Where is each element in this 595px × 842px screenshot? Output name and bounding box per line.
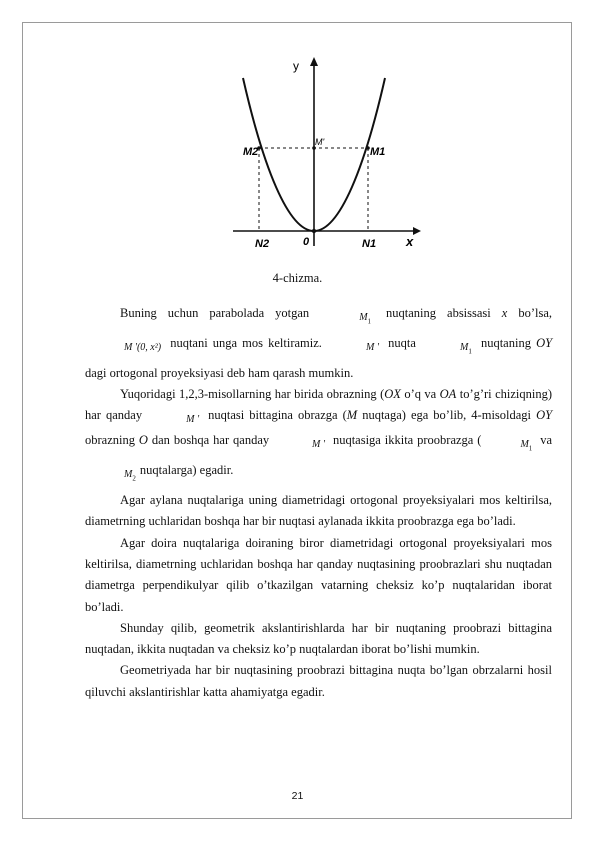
paragraph-2 xyxy=(85,384,552,490)
m1-label: M1 xyxy=(370,146,386,158)
m-prime-label: M' xyxy=(315,137,325,147)
m1-symbol-2: $M_1$ xyxy=(460,341,472,356)
var-oy-2: OY xyxy=(536,408,553,423)
n2-label: N2 xyxy=(255,238,270,250)
p1-text-5: nuqta xyxy=(388,335,416,350)
p1-text-7: dagi ortogonal proyeksiyasi deb ham qarash mumkin. xyxy=(85,365,354,380)
p1-text-3: bo’lsa, xyxy=(518,306,553,320)
p1-text-6: nuqtaning xyxy=(480,335,531,350)
var-m: M xyxy=(346,408,358,423)
m-prime-symbol-3: M ' xyxy=(312,439,326,451)
page-number: 21 xyxy=(291,790,304,802)
m-prime-symbol: M ' xyxy=(366,341,379,353)
m2-label: M2 xyxy=(243,146,259,158)
p2-text-4: nuqtasi bittagina obrazga ( xyxy=(208,408,347,423)
body-text xyxy=(85,303,552,703)
p2-text-6: obrazning xyxy=(85,433,135,448)
p1-text-1: Buning uchun parabolada yotgan xyxy=(120,306,310,320)
m1-symbol: $M_1$ xyxy=(359,312,372,326)
m-prime-symbol-2: M ' xyxy=(186,414,200,426)
n1-label: N1 xyxy=(362,238,377,250)
y-axis-label: y xyxy=(293,59,299,73)
p2-text-7: dan boshqa har qanday xyxy=(151,433,270,448)
paragraph-6: Geometriyada har bir nuqtasining proobrazi bittagina nuqta bo’lgan obrzalarni hosil qiluvchi akslantirishlar katta ahamiyatga egadir. xyxy=(85,663,552,699)
parabola-diagram xyxy=(223,56,423,251)
p2-text-2: o’q va xyxy=(404,386,437,401)
m2-symbol: $M_2$ xyxy=(124,469,136,483)
point-origin xyxy=(312,229,316,233)
p1-text-2: nuqtaning absissasi xyxy=(386,306,491,320)
p2-text-1: Yuqoridagi 1,2,3-misollarning har birida obrazning ( xyxy=(120,386,385,401)
paragraph-5: Shunday qilib, geometrik akslantirishlarda har bir nuqtaning proobrazi bittagina nuqtadan, ikkita nuqtadan va cheksiz ko’p nuqtalardan iborat bo’lishi mumkin. xyxy=(85,620,552,657)
var-x: x xyxy=(501,306,508,320)
p2-text-9: va xyxy=(540,433,553,448)
y-axis-arrow xyxy=(310,57,318,66)
p2-text-10: nuqtalarga) egadir. xyxy=(139,463,234,478)
m-prime-coords: M '(0, x²) xyxy=(124,341,162,353)
p2-text-8: nuqtasiga ikkita proobrazga ( xyxy=(332,433,482,448)
var-o: O xyxy=(138,433,148,448)
figure-caption: 4-chizma. xyxy=(272,271,323,285)
paragraph-3: Agar aylana nuqtalariga uning diametridagi ortogonal proyeksiyalari mos keltirilsa, diametrning uchlaridan boshqa har bir nuqtasi aylanada ikkita proobrazga ega bo’ladi. xyxy=(85,493,552,529)
var-oa: OA xyxy=(439,386,457,401)
p2-text-5: nuqtaga) ega bo’lib, 4-misoldagi xyxy=(362,408,532,423)
parabola-figure xyxy=(223,56,423,251)
paragraph-4: Agar doira nuqtalariga doiraning biror diametridagi ortogonal proyeksiyalari mos keltirilsa, diametrning uchlaridan boshqa har qanday nuqtasining proobrazlari shu nuqtadan diametrga perpendikulyar qilib o’tkazilgan vatarning cheksiz ko’p nuqtalaridan iborat bo’ladi. xyxy=(85,535,552,614)
paragraph-1 xyxy=(85,303,552,384)
origin-label: 0 xyxy=(303,236,310,248)
var-ox: OX xyxy=(384,386,401,401)
x-axis-label: x xyxy=(406,234,414,249)
p2-text-3: to’g’ri chiziqning) har qanday xyxy=(85,386,552,423)
p1-text-4: nuqtani unga mos keltiramiz. xyxy=(170,335,322,350)
var-oy: OY xyxy=(536,335,553,350)
m1-symbol-3: $M_1$ xyxy=(520,439,533,453)
x-axis-arrow xyxy=(413,227,421,235)
